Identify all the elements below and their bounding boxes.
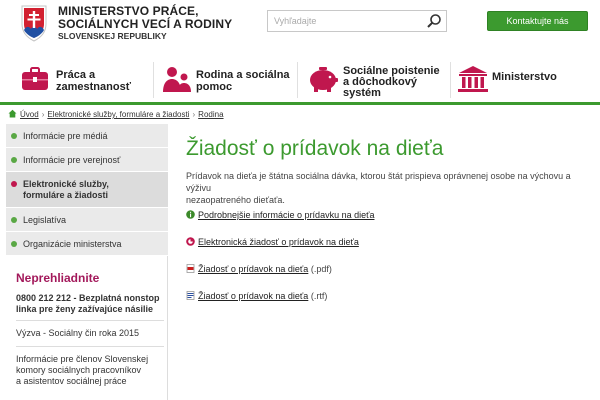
pdf-file-icon	[186, 264, 195, 273]
nav-label-ministry: Ministerstvo	[492, 71, 557, 83]
briefcase-icon	[18, 64, 52, 94]
breadcrumb-link-family[interactable]: Rodina	[198, 110, 224, 119]
nav-divider	[153, 62, 154, 98]
info-icon	[186, 210, 195, 219]
bullet-icon	[11, 157, 17, 163]
link-rtf-application	[186, 291, 327, 301]
ministry-name-line2: SOCIÁLNYCH VECÍ A RODINY	[58, 17, 233, 31]
coat-of-arms-logo[interactable]	[20, 4, 48, 42]
sidebar	[6, 124, 168, 400]
nav-label-work-2: zamestnanosť	[56, 81, 131, 93]
dont-miss-title: Neprehliadnite	[16, 271, 100, 285]
home-icon	[8, 109, 17, 118]
page-title: Žiadosť o prídavok na dieťa	[186, 137, 444, 160]
pdf-extension-label: (.pdf)	[310, 264, 332, 274]
bullet-icon	[11, 217, 17, 223]
dont-miss-chamber-line2: komory sociálnych pracovníkov	[16, 365, 142, 375]
bullet-icon	[11, 241, 17, 247]
piggy-bank-icon	[306, 64, 340, 94]
search-box	[267, 10, 447, 32]
page-description-line1: Prídavok na dieťa je štátna sociálna dávka, ktorou štát prispieva oprávnenej osobe na výchovu a výživu	[186, 171, 571, 193]
breadcrumb-home-link[interactable]: Úvod	[20, 110, 39, 119]
sidebar-item-organizations[interactable]	[6, 232, 168, 256]
link-more-info	[186, 210, 374, 220]
nav-item-social-insurance[interactable]	[302, 56, 447, 102]
ministry-name[interactable]	[58, 5, 232, 42]
divider	[16, 320, 164, 321]
more-info-link[interactable]: Podrobnejšie informácie o prídavku na dieťa	[198, 210, 375, 220]
sidebar-item-label: Legislatíva	[23, 215, 67, 225]
building-icon	[456, 64, 490, 94]
main-navigation	[0, 56, 600, 102]
link-pdf-application	[186, 264, 332, 274]
nav-label-social-2: a dôchodkový	[343, 76, 417, 88]
sidebar-item-electronic-services[interactable]	[6, 172, 168, 208]
nav-label-work-1: Práca a	[56, 69, 96, 81]
sidebar-item-label-2: formuláre a žiadosti	[23, 190, 109, 200]
nav-divider	[297, 62, 298, 98]
nav-label-social-1: Sociálne poistenie	[343, 65, 440, 77]
page-description-line2: nezaopatreného dieťaťa.	[186, 195, 285, 205]
sidebar-item-label-1: Elektronické služby,	[23, 179, 109, 189]
link-electronic-application	[186, 237, 359, 247]
family-icon	[160, 64, 194, 94]
dont-miss-hotline-line1: 0800 212 212 - Bezplatná nonstop	[16, 293, 160, 303]
nav-label-social-3: systém	[343, 87, 381, 99]
ministry-name-line1: MINISTERSTVO PRÁCE,	[58, 4, 199, 18]
nav-label-family-2: pomoc	[196, 81, 233, 93]
rtf-extension-label: (.rtf)	[310, 291, 328, 301]
rtf-file-icon	[186, 291, 195, 300]
nav-label-family-1: Rodina a sociálna	[196, 69, 290, 81]
sidebar-item-label: Informácie pre verejnosť	[23, 155, 121, 165]
rtf-application-link[interactable]: Žiadosť o prídavok na dieťa	[198, 291, 309, 301]
divider	[16, 346, 164, 347]
breadcrumb	[8, 109, 224, 121]
sidebar-item-media[interactable]	[6, 124, 168, 148]
nav-divider	[450, 62, 451, 98]
breadcrumb-separator: ›	[41, 110, 45, 119]
sidebar-item-label: Informácie pre médiá	[23, 131, 108, 141]
sidebar-item-legislation[interactable]	[6, 208, 168, 232]
dont-miss-chamber-line3: a asistentov sociálnej práce	[16, 376, 127, 386]
dont-miss-social-act[interactable]: Výzva - Sociálny čin roka 2015	[16, 328, 140, 338]
dont-miss-chamber-line1: Informácie pre členov Slovenskej	[16, 354, 149, 364]
dont-miss-hotline-line2: linka pre ženy zažívajúce násilie	[16, 304, 154, 314]
ministry-name-line3: SLOVENSKEJ REPUBLIKY	[58, 31, 167, 41]
nav-item-family[interactable]	[158, 56, 298, 102]
electronic-application-link[interactable]: Elektronická žiadosť o prídavok na dieťa	[198, 237, 359, 247]
bullet-icon	[11, 133, 17, 139]
header	[0, 0, 600, 52]
sidebar-item-public[interactable]	[6, 148, 168, 172]
page-description	[186, 170, 586, 206]
sidebar-item-label: Organizácie ministerstva	[23, 239, 122, 249]
bullet-icon	[11, 181, 17, 187]
pdf-application-link[interactable]: Žiadosť o prídavok na dieťa	[198, 264, 309, 274]
breadcrumb-link-electronic-services[interactable]: Elektronické služby, formuláre a žiadosti	[47, 110, 190, 119]
nav-item-work[interactable]	[12, 56, 152, 102]
electronic-form-icon	[186, 237, 195, 246]
nav-item-ministry[interactable]	[454, 56, 594, 102]
search-icon[interactable]	[426, 13, 442, 29]
contact-us-button[interactable]: Kontaktujte nás	[487, 11, 588, 31]
nav-accent-bar	[0, 102, 600, 105]
dont-miss-hotline[interactable]	[16, 293, 164, 315]
breadcrumb-separator: ›	[192, 110, 196, 119]
search-input[interactable]	[268, 11, 418, 31]
dont-miss-chamber-info[interactable]	[16, 354, 164, 387]
